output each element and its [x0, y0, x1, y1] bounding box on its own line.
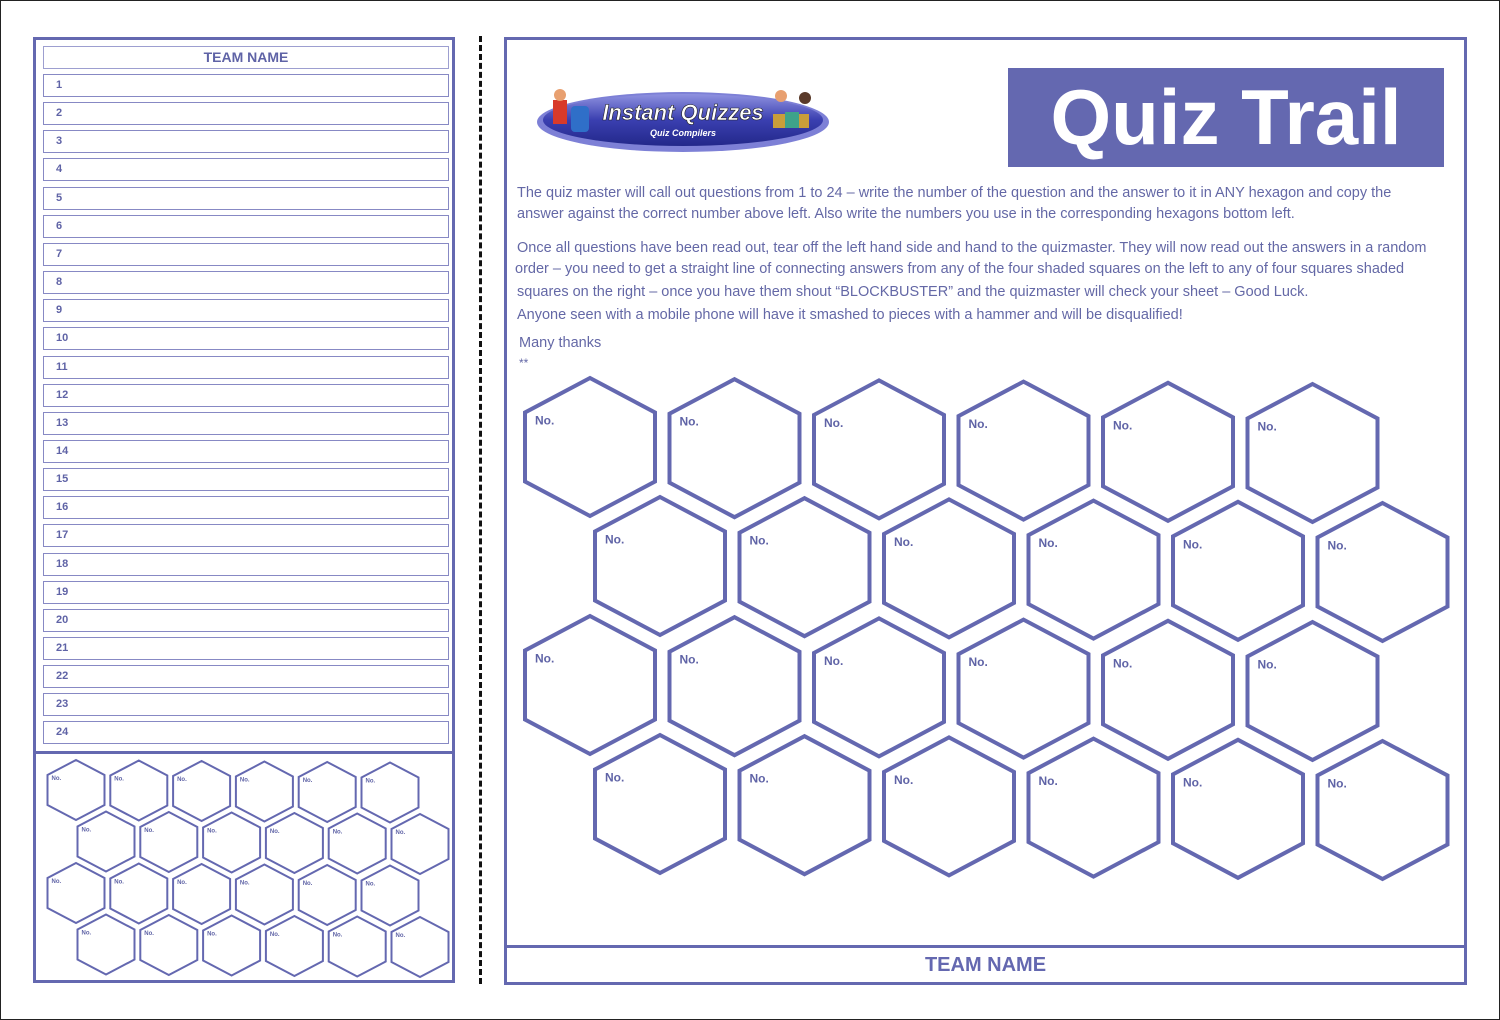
- hex-number-label: No.: [824, 653, 844, 668]
- answer-hexagon[interactable]: [78, 915, 135, 975]
- answer-hexagon[interactable]: [299, 865, 356, 925]
- hex-number-label: No.: [535, 413, 555, 428]
- hex-number-label: No.: [144, 828, 154, 834]
- answer-hexagon[interactable]: [670, 617, 800, 755]
- answer-hexagon[interactable]: [203, 813, 260, 873]
- answer-row[interactable]: 16: [43, 496, 449, 519]
- hex-number-label: No.: [51, 879, 62, 885]
- answer-hexagon[interactable]: [236, 762, 293, 822]
- hex-number-label: No.: [177, 880, 187, 886]
- instruction-line: The quiz master will call out questions from 1 to 24 – write the number of the question and the answer to it in ANY hexagon and copy the: [517, 185, 1392, 201]
- answer-row[interactable]: 14: [43, 440, 449, 463]
- hex-number-label: No.: [269, 932, 280, 938]
- answer-row[interactable]: 21: [43, 637, 449, 660]
- answer-hexagon[interactable]: [814, 380, 944, 518]
- hex-number-label: No.: [749, 533, 769, 548]
- answer-hexagon[interactable]: [1029, 739, 1159, 877]
- hex-number-label: No.: [332, 829, 343, 836]
- answer-row[interactable]: 15: [43, 468, 449, 491]
- hex-number-label: No.: [365, 778, 376, 785]
- answer-row[interactable]: 8: [43, 271, 449, 294]
- answer-hexagon[interactable]: [670, 379, 800, 517]
- hex-number-label: No.: [114, 776, 124, 783]
- answer-hexagon[interactable]: [48, 760, 105, 820]
- hex-number-label: No.: [302, 881, 313, 887]
- answer-row[interactable]: 13: [43, 412, 449, 435]
- hex-number-label: No.: [395, 830, 406, 836]
- answer-hexagon[interactable]: [595, 735, 725, 873]
- signoff: Many thanks: [519, 335, 602, 351]
- answer-hexagon[interactable]: [362, 763, 419, 823]
- instruction-line: Anyone seen with a mobile phone will have it smashed to pieces with a hammer and will be disqualified!: [517, 307, 1183, 323]
- hex-number-label: No.: [1327, 776, 1347, 791]
- answer-hexagon[interactable]: [110, 761, 167, 821]
- answer-row[interactable]: 20: [43, 609, 449, 632]
- answer-hexagon[interactable]: [173, 864, 230, 924]
- answer-row[interactable]: 10: [43, 327, 449, 350]
- hex-number-label: No.: [894, 534, 914, 549]
- answer-row[interactable]: 23: [43, 693, 449, 716]
- answer-list: [36, 40, 452, 753]
- answer-hexagon[interactable]: [392, 814, 449, 874]
- answer-hexagon[interactable]: [329, 814, 386, 874]
- hex-number-label: No.: [365, 881, 376, 888]
- answer-hexagon[interactable]: [1318, 741, 1448, 879]
- answer-row[interactable]: 9: [43, 299, 449, 322]
- team-name-header[interactable]: TEAM NAME: [43, 46, 449, 69]
- instruction-line: order – you need to get a straight line of connecting answers from any of the four shaded squares on the left to any of four squares shaded: [515, 261, 1405, 277]
- hex-number-label: No.: [177, 777, 187, 783]
- hex-number-label: No.: [269, 829, 280, 835]
- hex-number-label: No.: [1113, 656, 1133, 671]
- answer-hexagon[interactable]: [1103, 621, 1233, 759]
- answer-hexagon[interactable]: [299, 762, 356, 822]
- hex-number-label: No.: [1113, 418, 1133, 433]
- answer-row[interactable]: 1: [43, 74, 449, 97]
- answer-hexagon[interactable]: [329, 917, 386, 977]
- hex-number-label: No.: [605, 770, 625, 785]
- answer-hexagon[interactable]: [48, 863, 105, 923]
- hex-number-label: No.: [535, 651, 555, 666]
- answer-hexagon[interactable]: [392, 917, 449, 977]
- quiz-panel: [504, 37, 1467, 985]
- answer-row[interactable]: 3: [43, 130, 449, 153]
- hex-number-label: No.: [968, 417, 988, 432]
- answer-hexagon[interactable]: [740, 736, 870, 874]
- answer-hexagon[interactable]: [1029, 501, 1159, 639]
- answer-sheet-panel: [33, 37, 455, 983]
- hex-number-label: No.: [749, 771, 769, 786]
- answer-hexagon[interactable]: [203, 916, 260, 976]
- answer-hexagon[interactable]: [1248, 622, 1378, 760]
- answer-row[interactable]: 12: [43, 384, 449, 407]
- answer-hexagon[interactable]: [1103, 383, 1233, 521]
- answer-hexagon[interactable]: [78, 812, 135, 872]
- hex-number-label: No.: [1038, 774, 1058, 789]
- answer-hexagon[interactable]: [959, 382, 1089, 520]
- answer-hexagon[interactable]: [595, 497, 725, 635]
- answer-hexagon[interactable]: [740, 498, 870, 636]
- answer-hexagon[interactable]: [525, 378, 655, 516]
- svg-text:Instant Quizzes: Instant Quizzes: [602, 100, 764, 125]
- answer-hexagon[interactable]: [884, 737, 1014, 875]
- answer-row[interactable]: 7: [43, 243, 449, 266]
- hex-number-label: No.: [824, 415, 844, 430]
- answer-hexagon[interactable]: [1248, 384, 1378, 522]
- answer-row[interactable]: 6: [43, 215, 449, 238]
- hex-number-label: No.: [114, 879, 124, 886]
- answer-hexagon[interactable]: [236, 865, 293, 925]
- hex-grid: [507, 40, 1464, 945]
- hex-number-label: No.: [332, 932, 343, 939]
- hex-number-label: No.: [1327, 538, 1347, 553]
- answer-hexagon[interactable]: [110, 864, 167, 924]
- answer-hexagon[interactable]: [140, 812, 197, 872]
- hex-number-label: No.: [239, 880, 250, 887]
- tear-line: [479, 36, 482, 984]
- answer-row[interactable]: 18: [43, 553, 449, 576]
- answer-hexagon[interactable]: [814, 618, 944, 756]
- answer-hexagon[interactable]: [1318, 503, 1448, 641]
- answer-hexagon[interactable]: [266, 916, 323, 976]
- hex-number-label: No.: [1183, 537, 1203, 552]
- hex-number-label: No.: [679, 414, 699, 429]
- answer-row[interactable]: 17: [43, 524, 449, 547]
- mini-hex-grid: [36, 754, 452, 982]
- hex-number-label: No.: [395, 933, 406, 939]
- hex-number-label: No.: [81, 930, 92, 937]
- answer-hexagon[interactable]: [140, 915, 197, 975]
- answer-row[interactable]: 24: [43, 721, 449, 744]
- hex-number-label: No.: [968, 655, 988, 670]
- answer-hexagon[interactable]: [959, 620, 1089, 758]
- answer-hexagon[interactable]: [173, 761, 230, 821]
- answer-row[interactable]: 5: [43, 187, 449, 210]
- hex-number-label: No.: [239, 777, 250, 784]
- instruction-line: Once all questions have been read out, tear off the left hand side and hand to the quizmaster. They will now read out the answers in a random: [517, 240, 1427, 256]
- hex-number-label: No.: [1038, 536, 1058, 551]
- team-name-footer[interactable]: [507, 945, 1464, 982]
- answer-row[interactable]: 22: [43, 665, 449, 688]
- svg-text:Quiz Compilers: Quiz Compilers: [649, 128, 717, 138]
- hex-number-label: No.: [51, 776, 62, 782]
- hex-number-label: No.: [894, 772, 914, 787]
- instruction-line: answer against the correct number above left. Also write the numbers you use in the corresponding hexagons bottom left.: [517, 206, 1295, 222]
- signoff-stars: **: [519, 356, 529, 370]
- hex-number-label: No.: [302, 778, 313, 784]
- answer-row[interactable]: 19: [43, 581, 449, 604]
- hex-number-label: No.: [207, 828, 217, 835]
- answer-row[interactable]: 2: [43, 102, 449, 125]
- answer-hexagon[interactable]: [525, 616, 655, 754]
- hex-number-label: No.: [144, 931, 154, 937]
- hex-number-label: No.: [1257, 419, 1277, 434]
- answer-hexagon[interactable]: [362, 866, 419, 926]
- answer-hexagon[interactable]: [1173, 502, 1303, 640]
- instruction-line: squares on the right – once you have them shout “BLOCKBUSTER” and the quizmaster will check your sheet – Good Luck.: [517, 284, 1309, 300]
- hex-number-label: No.: [605, 532, 625, 547]
- team-name-footer-label: TEAM NAME: [924, 954, 1047, 976]
- answer-hexagon[interactable]: [884, 499, 1014, 637]
- hex-number-label: No.: [207, 931, 217, 938]
- hex-number-label: No.: [679, 652, 699, 667]
- answer-hexagon[interactable]: [266, 813, 323, 873]
- hex-number-label: No.: [1183, 775, 1203, 790]
- answer-row[interactable]: 4: [43, 158, 449, 181]
- hex-number-label: No.: [81, 827, 92, 834]
- hex-number-label: No.: [1257, 657, 1277, 672]
- answer-hexagon[interactable]: [1173, 740, 1303, 878]
- answer-row[interactable]: 11: [43, 356, 449, 379]
- page-title: Quiz Trail: [1008, 68, 1444, 167]
